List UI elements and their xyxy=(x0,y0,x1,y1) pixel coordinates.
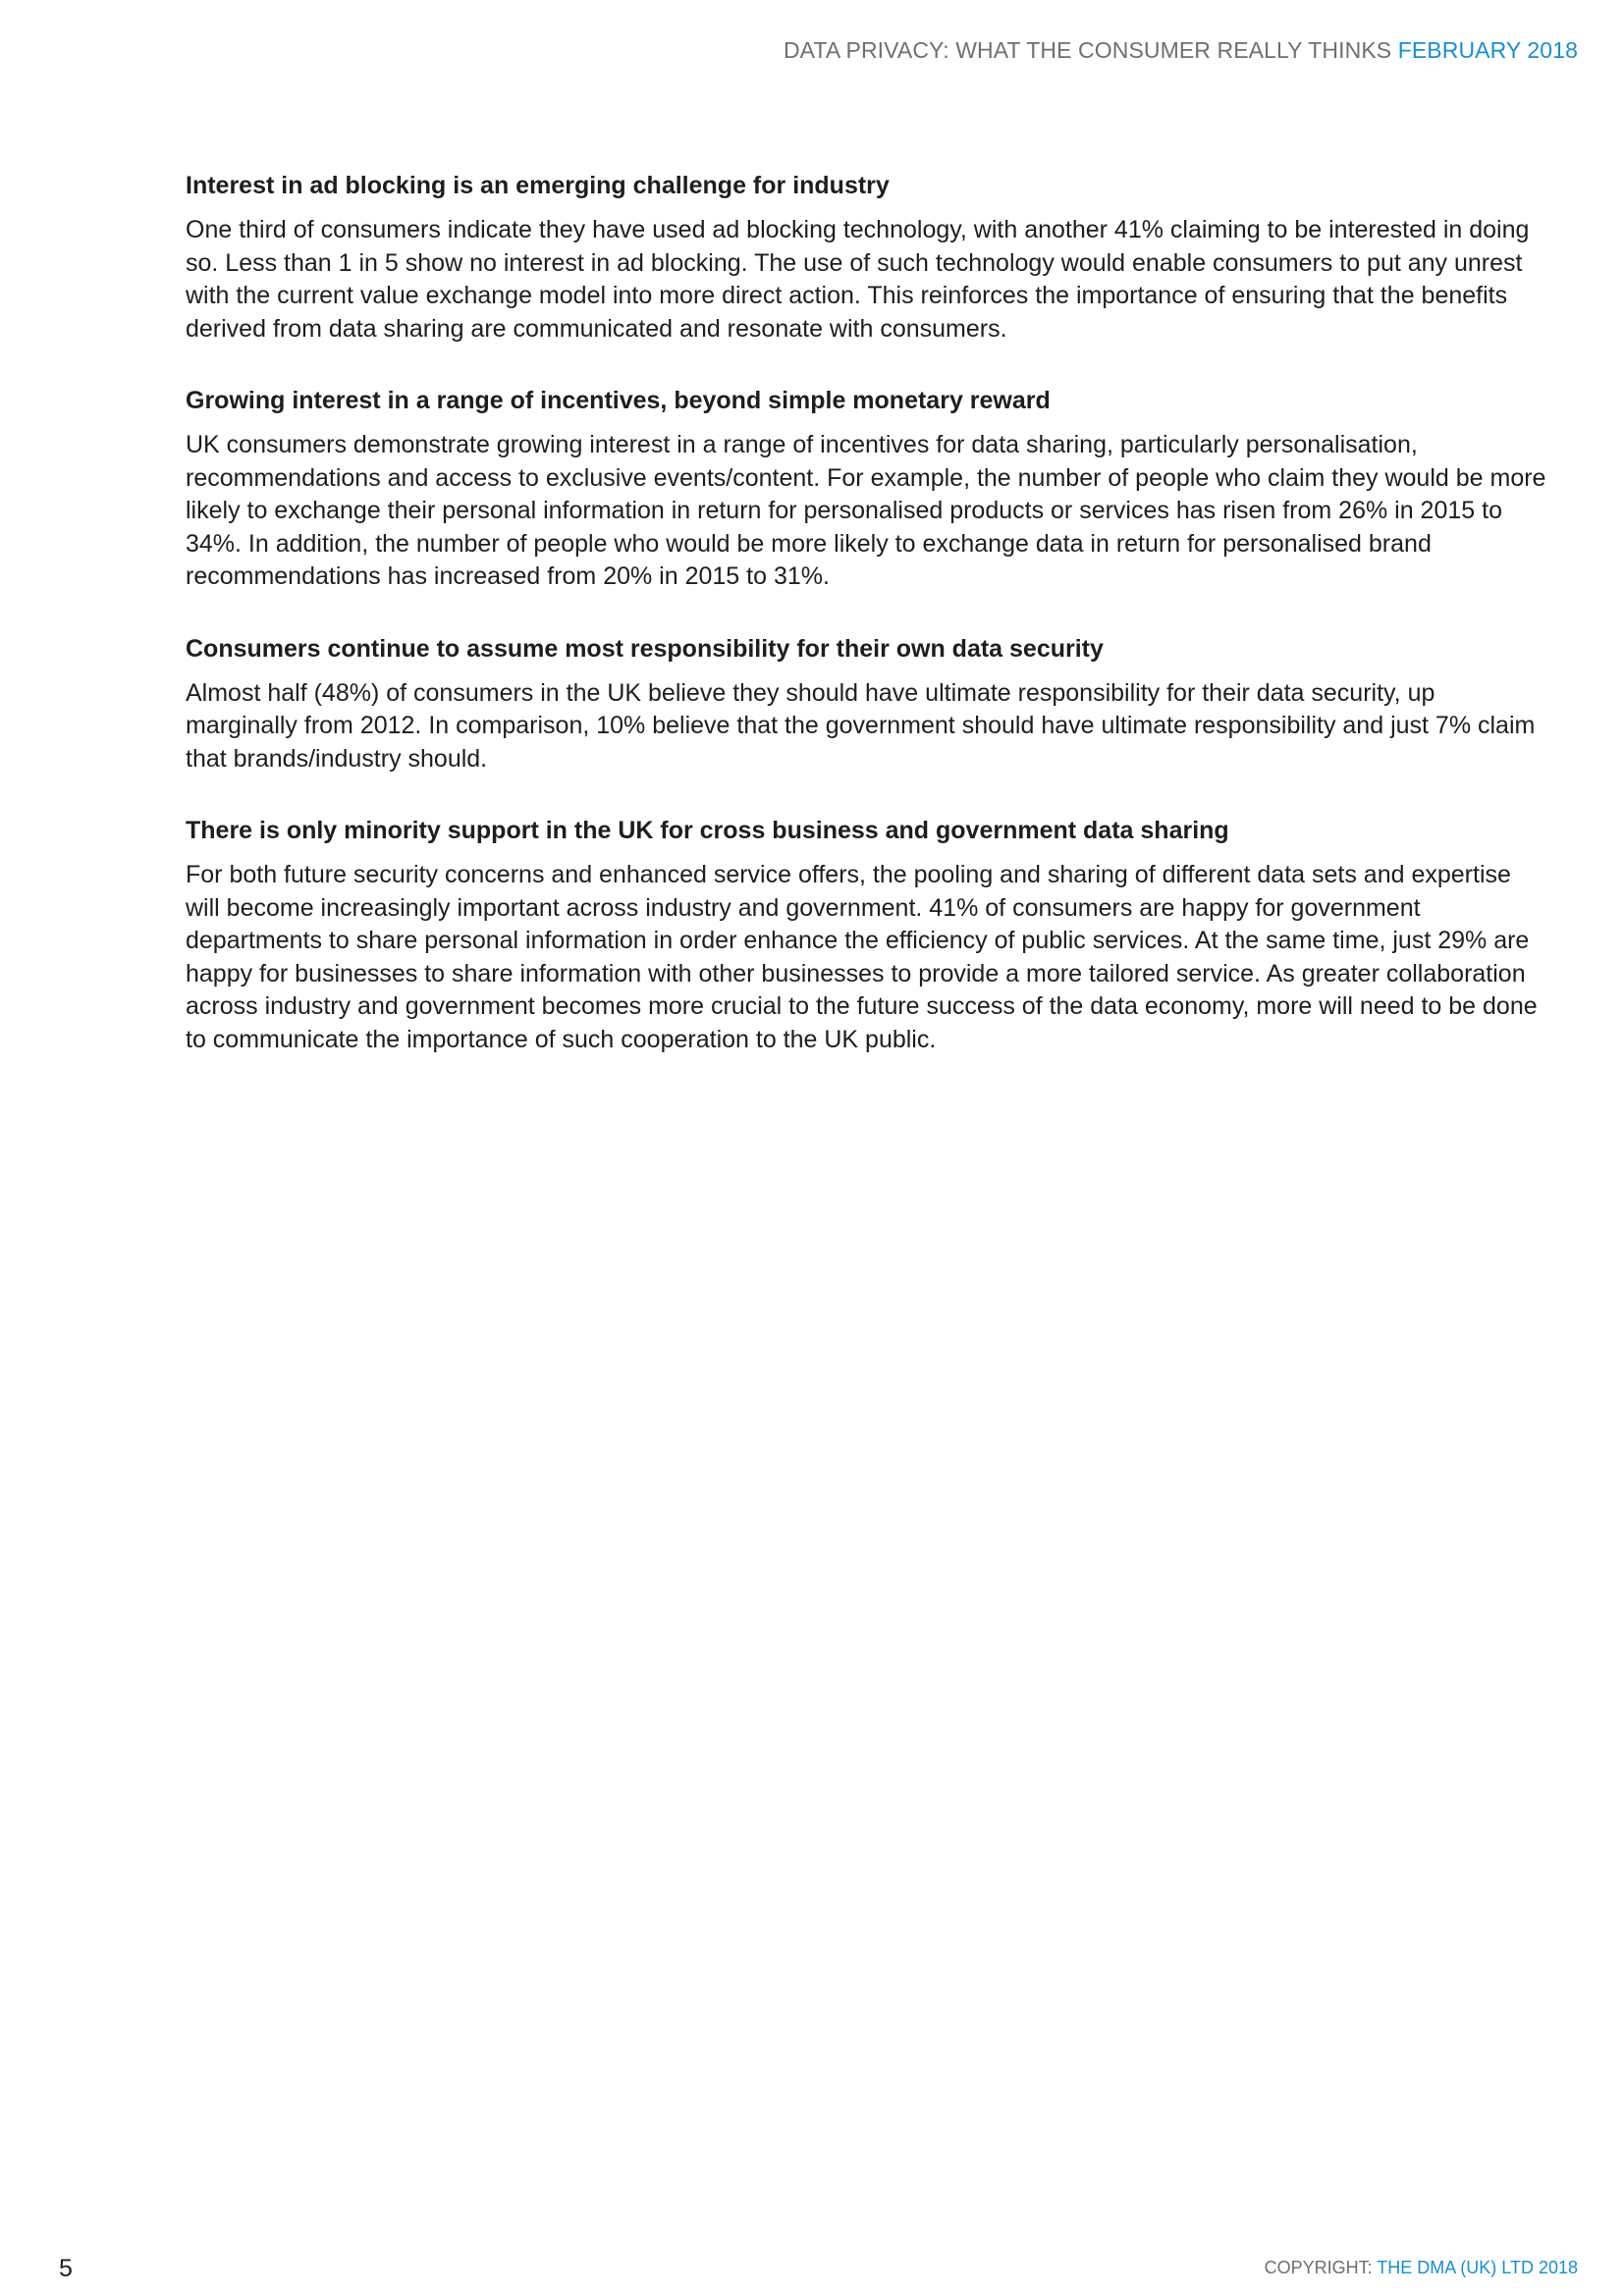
main-content xyxy=(186,169,1550,1095)
section-data-sharing xyxy=(186,814,1550,1056)
section-data-security xyxy=(186,632,1550,776)
section-incentives xyxy=(186,384,1550,594)
section-ad-blocking xyxy=(186,169,1550,346)
report-title: DATA PRIVACY: WHAT THE CONSUMER REALLY THINKS xyxy=(783,37,1392,63)
copyright-notice xyxy=(1265,2258,1578,2278)
report-date: FEBRUARY 2018 xyxy=(1397,37,1578,63)
page-number: 5 xyxy=(59,2255,73,2282)
copyright-holder: THE DMA (UK) LTD 2018 xyxy=(1377,2258,1578,2277)
section-body: UK consumers demonstrate growing interest in a range of incentives for data sharing, particularly personalisation, recommendations and access to exclusive events/content. For example, the number of people who claim they would be more likely to exchange their personal information in return for personalised products or services has risen from 26% in 2015 to 34%. In addition, the number of people who would be more likely to exchange data in return for personalised brand recommendations has increased from 20% in 2015 to 31%. xyxy=(186,431,1546,590)
section-body: For both future security concerns and enhanced service offers, the pooling and sharing of different data sets and expertise will become increasingly important across industry and government. 41% of consumers are happy for government departments to share personal information in order enhance the efficiency of public services. At the same time, just 29% are happy for businesses to share information with other businesses to provide a more tailored service. As greater collaboration across industry and government becomes more crucial to the future success of the data economy, more will need to be done to communicate the importance of such cooperation to the UK public. xyxy=(186,861,1538,1053)
section-body: Almost half (48%) of consumers in the UK believe they should have ultimate responsibility for their data security, up marginally from 2012. In comparison, 10% believe that the government should have ultimate responsibility and just 7% claim that brands/industry should. xyxy=(186,678,1536,773)
section-heading: Growing interest in a range of incentives, beyond simple monetary reward xyxy=(186,387,1051,414)
section-body: One third of consumers indicate they have used ad blocking technology, with another 41% claiming to be interested in doing so. Less than 1 in 5 show no interest in ad blocking. The use of such technology would enable consumers to put any unrest with the current value exchange model into more direct action. This reinforces the importance of ensuring that the benefits derived from data sharing are communicated and resonate with consumers. xyxy=(186,216,1530,343)
section-heading: Consumers continue to assume most responsibility for their own data security xyxy=(186,634,1104,663)
copyright-label: COPYRIGHT: xyxy=(1264,2258,1373,2277)
section-heading: There is only minority support in the UK for cross business and government data sharing xyxy=(186,817,1229,844)
running-header xyxy=(784,37,1578,64)
section-heading: Interest in ad blocking is an emerging challenge for industry xyxy=(186,172,890,199)
